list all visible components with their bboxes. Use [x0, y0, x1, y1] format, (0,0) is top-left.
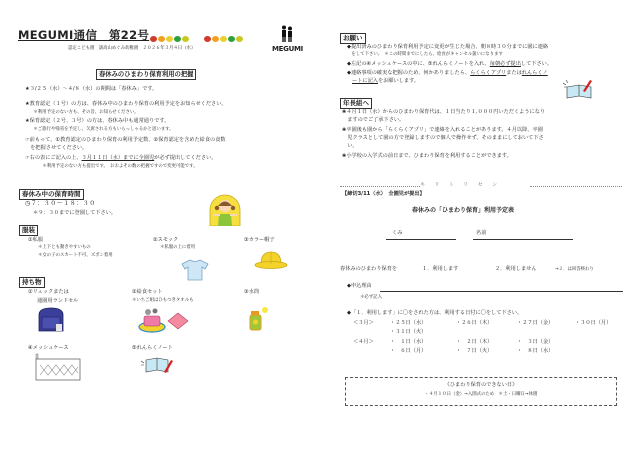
closed-days-detail: ・４月１０日（金）→入園式のため ＊土・日曜日→休園	[424, 392, 538, 397]
fruit-icon	[158, 36, 165, 42]
belonging-label: ③水筒	[244, 289, 260, 295]
fruit-icon	[212, 36, 219, 42]
march-label: ＜３月＞	[353, 320, 374, 326]
clothing-note: ＊私服の上に着用	[160, 245, 196, 250]
fruit-icon	[166, 36, 173, 42]
belonging-note: ＊いちご組はひもつきタオルも	[132, 298, 194, 303]
date-instruction: ◆「１．利用します」に〇をされた方は、利用する日付に〇をして下さい。	[347, 310, 523, 316]
reason-label: ◆申込理由	[347, 283, 372, 289]
class-field[interactable]	[386, 239, 456, 240]
hat-icon	[254, 250, 288, 270]
water-bottle-illustration	[248, 306, 270, 336]
request-emphasis: 毎朝必ず提出	[489, 61, 521, 67]
fruit-icon	[174, 36, 181, 42]
children-silhouette-icon	[279, 25, 295, 42]
name-label: 名前	[476, 230, 487, 236]
belongings-heading: 持ち物	[19, 277, 45, 288]
request-emphasis: れんらくノ	[521, 70, 548, 76]
request-line	[347, 70, 548, 77]
reason-field[interactable]	[380, 291, 623, 292]
fruit-decoration	[150, 28, 244, 47]
seniors-line: い。	[342, 143, 358, 149]
section-title: 春休みのひまわり保育利用の把握	[96, 69, 196, 80]
smock-illustration	[180, 259, 210, 285]
intro-line: ★教育認定（１号）の方は、春休み中のひまわり保育の利用予定をお知らせください。	[25, 101, 227, 107]
request-heading: お願い	[340, 33, 366, 44]
date-option[interactable]: ・２５日（水）	[390, 320, 427, 326]
backpack-illustration	[36, 307, 66, 337]
date-option[interactable]: ・２７日（金）	[517, 320, 554, 326]
hours-heading: 春休み中の保育時間	[19, 189, 84, 200]
right-page	[320, 0, 640, 453]
closed-days-title: 《ひまわり保育のできない日》	[444, 382, 518, 388]
megumi-logo	[272, 25, 302, 53]
intro-note: ＊ご旅行や帰省を予定し、欠席される方もいらっしゃるかと思います。	[29, 127, 174, 132]
belonging-label: ②給食セット	[132, 289, 163, 295]
cut-line-right	[530, 186, 622, 187]
cut-line-left	[340, 186, 420, 187]
fruit-icon	[228, 36, 235, 42]
smock-icon	[180, 259, 210, 281]
submit-instruction-end: が必ず提出してください。	[154, 155, 217, 161]
seniors-line: 児クラスとして園の方で登録しますので個人で操作せず、そのままにしておいて下さ	[342, 135, 544, 141]
fruit-icon	[150, 36, 157, 42]
notebook-icon	[140, 355, 174, 375]
fruit-icon	[220, 36, 227, 42]
mesh-case-icon	[34, 353, 82, 381]
seniors-line: ますのでご了承下さい。	[342, 117, 405, 123]
newsletter-title: MEGUMI通信 第22号	[18, 28, 150, 42]
form-deadline: 【締切3/11（水） 全園児が提出】	[342, 191, 425, 197]
girl-illustration	[208, 194, 242, 230]
book-illustration	[563, 79, 595, 103]
contact-note-illustration	[140, 355, 174, 379]
clothing-note: ＊上下とも動きやすいもの	[38, 245, 91, 250]
fruit-icon	[236, 36, 243, 42]
date-option[interactable]: ・ ３日（金）	[517, 339, 554, 345]
intro-note: ＊利用予定のない方も、その旨、お知らせください。	[29, 110, 139, 115]
seniors-line: ❀卒園後も園から「らくらくアプリ」で連絡を入れることがあります。４月以降、卒園	[342, 127, 543, 133]
date-option[interactable]: ・ １日（水）	[390, 339, 427, 345]
date-option[interactable]: ・ ２日（木）	[456, 339, 493, 345]
belonging-label: ④メッシュケース	[28, 345, 69, 351]
hours-note: ＊９：３０までに登園して下さい。	[33, 210, 117, 216]
belonging-label: ①リュックまたは	[28, 289, 69, 295]
class-label: くみ	[392, 230, 403, 236]
date-option[interactable]: ・ ８日（水）	[517, 348, 554, 354]
belonging-label: 通園用ランドセル	[37, 298, 79, 304]
clothing-note: ＊女の子のスカート不可、ズボン着用	[38, 253, 113, 258]
request-emphasis: ートに記入	[352, 78, 378, 84]
seniors-heading: 年長組へ	[340, 98, 372, 109]
reason-note: ＊必ず記入	[360, 295, 382, 300]
request-line: ◆提出済みのひまわり保育利用予定に変更が生じた場合、朝８時３０分までに園に連絡	[347, 44, 549, 50]
request-text: ◆左記の④メッシュケースの中に、⑤れんらくノートを入れ、	[347, 61, 490, 67]
clothing-item-label: ②スモック	[153, 237, 179, 243]
newsletter-subtitle: 認定こども園 訓高山めぐみ幼稚園 ２０２６年３月４日（水）	[68, 46, 196, 51]
hat-illustration	[254, 250, 288, 274]
fruit-icon	[182, 36, 189, 42]
intro-line: を把握させてください。	[25, 145, 88, 151]
girl-icon	[208, 194, 242, 226]
logo-text: MEGUMI	[272, 45, 303, 53]
intro-line: ★保育認定（２号、３号）の方は、春休み中も通常通りです。	[25, 118, 170, 124]
intro-note: ＊利用予定のない方も提出です。 おおよその数の把握ですので変更可能です。	[38, 164, 198, 169]
submit-instruction: ☞右の表にご記入の上、	[25, 155, 82, 161]
water-bottle-icon	[248, 306, 270, 332]
date-option[interactable]: ・３１日（火）	[390, 329, 427, 335]
option-use[interactable]: １．利用します	[422, 266, 459, 272]
date-option[interactable]: ・２６日（木）	[456, 320, 493, 326]
belonging-label: ⑤れんらくノート	[132, 345, 173, 351]
mesh-case-illustration	[34, 353, 82, 385]
request-line	[347, 61, 552, 68]
lunch-set-icon	[138, 307, 196, 333]
seniors-line: ❀小学校の入学式の前日まで、ひまわり保育を利用することができます。	[342, 153, 512, 159]
intro-line: ★３/２５（水）～４/８（水）の期間は「春休み」です。	[25, 86, 158, 92]
form-title: 春休みの「ひまわり保育」利用予定表	[412, 207, 515, 214]
fruit-icon	[204, 36, 211, 42]
clothing-item-label: ①私服	[28, 237, 44, 243]
open-book-icon	[563, 79, 595, 99]
submit-deadline: ３月１１日（水）までに全園児	[81, 155, 155, 161]
seniors-line: ❀４月１日（水）からのひまわり保育代は、１日当たり１,０００円いただくようになり	[342, 109, 546, 115]
request-emphasis: らくらくアプリ	[470, 70, 507, 76]
cut-line-label: キ リ ト リ セ ン	[420, 182, 500, 188]
april-label: ＜４月＞	[353, 339, 374, 345]
request-text: をお願いします。	[377, 78, 420, 84]
request-text: または	[506, 70, 522, 76]
intro-line	[25, 155, 216, 162]
request-line: をして下さい。 ＊この時間までにしたら、給食がキャンセル扱いになります	[347, 52, 503, 57]
clothing-heading: 服装	[19, 225, 38, 236]
intro-line: ☞前もって、①教育認定のひまわり保育の利用予定数、②保育認定を含めた給食の食数	[25, 137, 226, 143]
option-not-use[interactable]: ２．利用しません	[495, 266, 537, 272]
date-option[interactable]: ・ ７日（火）	[456, 348, 493, 354]
clothing-item-label: ③カラー帽子	[244, 237, 275, 243]
option-not-use-note: →２．は回答終わり	[555, 267, 594, 272]
date-option[interactable]: ・３０日（月）	[575, 320, 612, 326]
date-option[interactable]: ・ ６日（月）	[390, 348, 427, 354]
name-field[interactable]	[473, 239, 573, 240]
request-text: ◆連絡事項の確実な把握のため、何かありましたら、	[347, 70, 471, 76]
request-text: して下さい。	[520, 61, 553, 67]
backpack-icon	[36, 307, 66, 333]
use-question: 春休みのひまわり保育を	[340, 266, 398, 272]
request-line	[352, 78, 419, 85]
lunch-set-illustration	[138, 307, 196, 337]
hours-time: ◷７：３０～１８：３０	[25, 200, 96, 207]
